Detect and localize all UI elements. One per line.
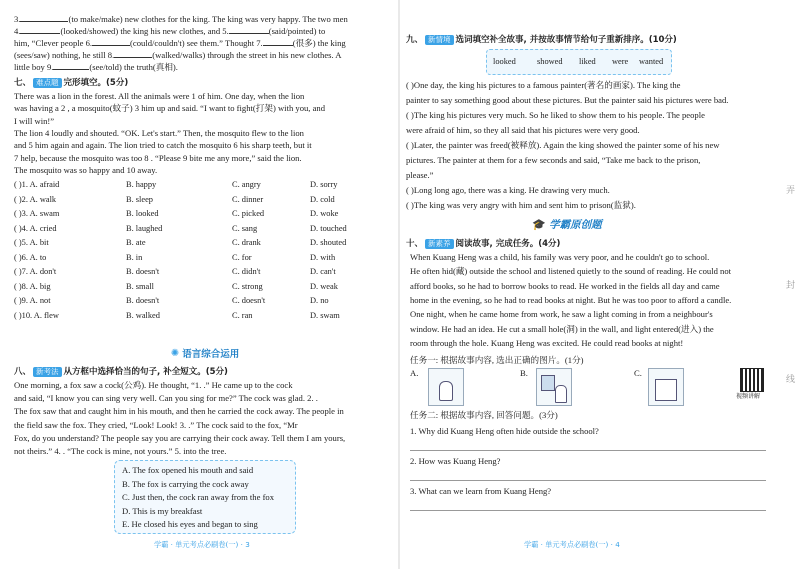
option-n: ( )7. A. don't xyxy=(14,267,57,276)
option-n: ( )2. A. walk xyxy=(14,194,57,204)
option-d: D. woke xyxy=(310,209,339,218)
qr-code[interactable] xyxy=(740,368,764,392)
text-line: 7 help, because the mosquito was too 8 . “Please 9 bite me any more,” said the lion. xyxy=(14,152,302,163)
text-line: the field saw the fox. They cried, “Look! Look! 3. .” The cock said to the fox, “Mr xyxy=(14,419,298,430)
answer-line[interactable] xyxy=(410,450,766,451)
option-b: B. small xyxy=(126,281,154,291)
option-c: C. doesn't xyxy=(232,296,266,305)
graduation-cap-icon: 🎓 xyxy=(532,218,547,231)
text-line: Fox, do you understand? The people say you are carrying their cock away. Tell them I am yours, xyxy=(14,432,346,443)
section-7-header: 七、 难点题 完形填空。(5分) xyxy=(14,78,129,88)
text-line: not theirs.” 4. . “The cock is mine, not yours.” 5. into the tree. xyxy=(14,446,227,456)
option-n: ( )8. A. big xyxy=(14,281,51,291)
text-line: was having a 2 , a mosquito(蚊子) 3 him up and said. “I want to fight(打架) with you, and xyxy=(14,103,325,114)
option-d: D. no xyxy=(310,296,329,305)
text-line: C. Just then, the cock ran away from the fox xyxy=(122,492,275,502)
option-c: C. drank xyxy=(232,238,261,247)
word-option: looked xyxy=(493,57,516,66)
q4-line: 4. (looked/showed) the king his new clothes, and 5. (said/pointed) to xyxy=(14,26,326,36)
option-c: C. angry xyxy=(232,180,261,189)
text-line: ( )The king his pictures very much. So he liked to show them to his people. The people xyxy=(406,110,705,120)
option-c: C. didn't xyxy=(232,267,261,276)
option-c: C. sang xyxy=(232,223,258,233)
section-9-header: 九、 新情境 选词填空补全故事, 并按故事情节给句子重新排序。(10分) xyxy=(406,35,677,45)
text-line: B. The fox is carrying the cock away xyxy=(122,478,249,489)
task-2-label: 任务二: 根据故事内容, 回答问题。(3分) xyxy=(410,410,558,420)
picture-option-b[interactable] xyxy=(536,368,572,406)
option-b: B. ate xyxy=(126,238,146,247)
option-d: D. sorry xyxy=(310,180,338,189)
option-d: D. weak xyxy=(310,281,338,291)
answer-line[interactable] xyxy=(410,510,766,511)
option-d: D. swam xyxy=(310,310,340,320)
option-n: ( )5. A. bit xyxy=(14,238,49,247)
q6-line: him, “Clever people 6. (could/couldn't) see them.” Thought 7. (很多) the king xyxy=(14,38,346,48)
option-b: B. doesn't xyxy=(126,267,160,276)
q8-line: (sees/saw) nothing, he still 8. (walked/walks) through the street in his new clothes. A xyxy=(14,50,342,60)
text-line: ( )Later, the painter was freed(被释放). Again the king showed the painter some of his new xyxy=(406,140,720,150)
text-line: window. He had an idea. He cut a small hole(洞) in the wall, and light entered(进入) the xyxy=(410,323,714,334)
text-line: A. The fox opened his mouth and said xyxy=(122,465,254,475)
option-n: ( )9. A. not xyxy=(14,296,51,305)
option-d: D. touched xyxy=(310,223,347,233)
section-tag: 新素养 xyxy=(425,239,454,249)
answer-blank[interactable] xyxy=(114,48,152,58)
text-line: ( )One day, the king his pictures to a famous painter(著名的画家). The king the xyxy=(406,80,681,90)
binding-mark: 封 xyxy=(786,280,796,290)
text-line: When Kuang Heng was a child, his family was very poor, and he couldn't go to school. xyxy=(410,252,710,262)
option-n: ( )10. A. flew xyxy=(14,310,59,320)
word-option: showed xyxy=(537,57,563,66)
text-line: home in the evening, so he had to read books at night. But he was too poor to afford a candle. xyxy=(410,294,732,305)
word-bank xyxy=(486,49,672,75)
pic-label-c: C. xyxy=(634,368,642,378)
picture-option-c[interactable] xyxy=(648,368,684,406)
option-c: C. strong xyxy=(232,281,263,291)
text-line: One morning, a fox saw a cock(公鸡). He thought, “1. .” He came up to the cock xyxy=(14,380,293,390)
qr-label: 视频讲解 xyxy=(736,394,761,400)
text-line: pictures. The painter at them for a few seconds and said, “Take me back to the prison, xyxy=(406,155,701,165)
option-b: B. walked xyxy=(126,310,160,320)
binding-mark: 弄 xyxy=(786,185,796,195)
text-line: E. He closed his eyes and began to sing xyxy=(122,519,258,529)
answer-blank[interactable] xyxy=(20,24,60,34)
section-banner: ✺ 语言综合运用 xyxy=(170,347,240,360)
text-line: and 5 him again and again. The lion tried to catch the mosquito 6 his sharp teeth, but it xyxy=(14,140,312,151)
answer-blank[interactable] xyxy=(20,12,68,22)
q9-line: little boy 9. (see/told) the truth(真相). xyxy=(14,62,178,72)
left-page xyxy=(0,0,398,569)
option-n: ( )6. A. to xyxy=(14,252,47,262)
answer-blank[interactable] xyxy=(229,24,269,34)
pic-label-a: A. xyxy=(410,368,419,378)
q3-line: 3. (to make/make) new clothes for the king. The king was very happy. The two men xyxy=(14,14,348,24)
text-line: The lion 4 loudly and shouted. “OK. Let's start.” Then, the mosquito flew to the lion xyxy=(14,127,304,138)
text-line: and said, “I know you can sing very well. Can you sing for me?” The cock was glad. 2. . xyxy=(14,393,318,404)
text-line: painter to say something good about these pictures. But the painter said his pictures were bad. xyxy=(406,95,729,105)
answer-blank[interactable] xyxy=(263,36,293,46)
option-b: B. doesn't xyxy=(126,296,160,305)
option-n: ( )4. A. cried xyxy=(14,223,57,233)
text-line: please.” xyxy=(406,170,434,180)
text-line: One night, when he came home from work, he saw a light coming in from a neighbour's xyxy=(410,309,713,320)
text-line: I will win!” xyxy=(14,115,55,126)
text-line: He often hid(藏) outside the school and listened quietly to the sound of reading. He could not xyxy=(410,266,732,277)
page-footer: 学霸 · 单元考点必刷卷(一) · 3 xyxy=(154,540,250,549)
option-d: D. cold xyxy=(310,194,335,204)
answer-blank[interactable] xyxy=(53,60,89,70)
text-line: were afraid of him, so they all said that his pictures were very good. xyxy=(406,125,640,135)
pic-label-b: B. xyxy=(520,368,528,378)
original-banner: 🎓 学霸原创题 xyxy=(532,218,602,231)
option-b: B. looked xyxy=(126,209,159,218)
option-c: C. for xyxy=(232,252,252,262)
text-line: room through the hole. Kuang Heng was excited. He could read books at night! xyxy=(410,337,684,348)
option-b: B. sleep xyxy=(126,194,153,204)
option-d: D. can't xyxy=(310,267,336,276)
section-tag: 新情境 xyxy=(425,35,454,45)
page-footer: 学霸 · 单元考点必刷卷(一) · 4 xyxy=(524,540,620,549)
text-line: ( )The king was very angry with him and sent him to prison(监狱). xyxy=(406,200,636,210)
option-b: B. happy xyxy=(126,180,157,189)
answer-blank[interactable] xyxy=(92,36,130,46)
question-1: 1. Why did Kuang Heng often hide outside the school? xyxy=(410,426,599,436)
section-8-header: 八、 新考法 从方框中选择恰当的句子, 补全短文。(5分) xyxy=(14,367,228,377)
option-c: C. picked xyxy=(232,209,265,218)
option-b: B. in xyxy=(126,252,143,262)
gear-icon: ✺ xyxy=(170,347,180,359)
text-line: The fox saw that and caught him in his mouth, and then he carried the cock away. The people in xyxy=(14,406,344,417)
binding-mark: 线 xyxy=(786,374,796,384)
section-10-header: 十、 新素养 阅读故事, 完成任务。(4分) xyxy=(406,239,561,249)
picture-option-a[interactable] xyxy=(428,368,464,406)
section-tag: 新考法 xyxy=(33,367,62,377)
option-n: ( )1. A. afraid xyxy=(14,180,60,189)
word-option: wanted xyxy=(639,57,664,66)
question-2: 2. How was Kuang Heng? xyxy=(410,456,501,466)
question-3: 3. What can we learn from Kuang Heng? xyxy=(410,486,552,496)
option-c: C. ran xyxy=(232,310,253,320)
text-line: ( )Long long ago, there was a king. He drawing very much. xyxy=(406,185,610,195)
option-d: D. with xyxy=(310,252,336,262)
option-b: B. laughed xyxy=(126,223,163,233)
text-line: D. This is my breakfast xyxy=(122,505,203,516)
option-d: D. shouted xyxy=(310,238,347,247)
section-tag: 难点题 xyxy=(33,78,62,88)
word-option: were xyxy=(612,57,629,66)
answer-line[interactable] xyxy=(410,480,766,481)
text-line: There was a lion in the forest. All the animals were 1 of him. One day, when the lion xyxy=(14,91,305,101)
task-1-label: 任务一: 根据故事内容, 选出正确的图片。(1分) xyxy=(410,355,584,365)
text-line: The mosquito was so happy and 10 away. xyxy=(14,164,158,175)
text-line: afford books, so he had to borrow books to read. He worked in the fields all day and came xyxy=(410,280,720,291)
word-option: liked xyxy=(579,57,596,66)
option-c: C. dinner xyxy=(232,194,264,204)
option-n: ( )3. A. swam xyxy=(14,209,60,218)
